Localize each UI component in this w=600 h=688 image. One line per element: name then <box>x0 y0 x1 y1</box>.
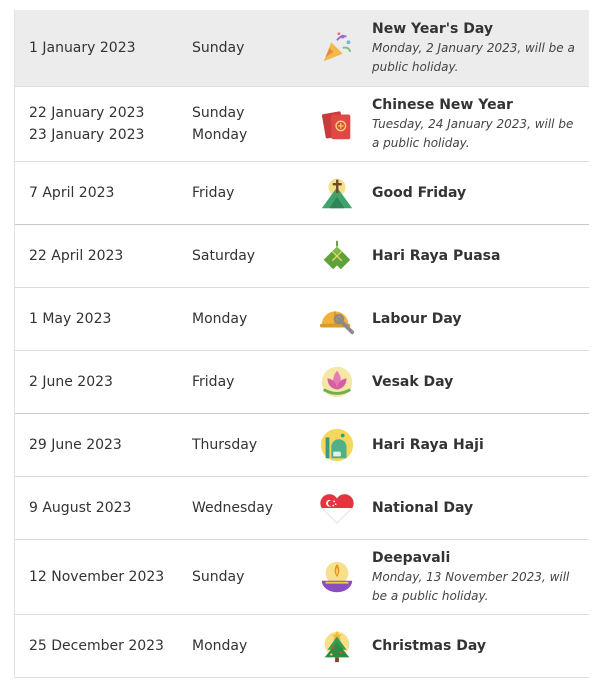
holiday-name-cell <box>372 636 589 656</box>
day-cell <box>192 245 302 267</box>
date-cell <box>15 371 192 393</box>
day-text: Sunday <box>192 569 245 585</box>
table-row <box>15 351 589 414</box>
date-cell <box>15 566 192 588</box>
date-text: 1 May 2023 <box>29 311 112 327</box>
date-text: 1 January 2023 <box>29 40 136 56</box>
table-row <box>15 540 589 615</box>
lotus-icon <box>302 363 372 401</box>
holiday-name: Hari Raya Haji <box>372 437 484 453</box>
holiday-name: Hari Raya Puasa <box>372 248 501 264</box>
date-cell <box>15 182 192 204</box>
holiday-name: Labour Day <box>372 311 462 327</box>
table-row <box>15 162 589 225</box>
holiday-name: Good Friday <box>372 185 467 201</box>
christmas-tree-icon <box>302 627 372 665</box>
holiday-name-cell <box>372 372 589 392</box>
holiday-note: Monday, 2 January 2023, will be a public holiday. <box>372 41 575 74</box>
day-text: Friday <box>192 374 235 390</box>
holiday-note: Monday, 13 November 2023, will be a public holiday. <box>372 570 570 603</box>
cross-hill-icon <box>302 174 372 212</box>
holiday-note: Tuesday, 24 January 2023, will be a public holiday. <box>372 117 574 150</box>
day-cell <box>192 102 302 146</box>
holiday-name: Chinese New Year <box>372 97 513 113</box>
table-row <box>15 288 589 351</box>
date-text: 23 January 2023 <box>29 127 145 143</box>
date-text: 22 April 2023 <box>29 248 124 264</box>
day-cell <box>192 182 302 204</box>
table-row <box>15 477 589 540</box>
day-text: Sunday <box>192 40 245 56</box>
day-cell <box>192 497 302 519</box>
holiday-name-cell <box>372 183 589 203</box>
holiday-name-cell <box>372 548 589 606</box>
date-cell <box>15 308 192 330</box>
date-text: 22 January 2023 <box>29 105 145 121</box>
day-cell <box>192 566 302 588</box>
table-row <box>15 225 589 288</box>
day-cell <box>192 37 302 59</box>
table-row <box>15 615 589 678</box>
day-cell <box>192 434 302 456</box>
holiday-name-cell <box>372 435 589 455</box>
date-cell <box>15 635 192 657</box>
day-cell <box>192 308 302 330</box>
diya-lamp-icon <box>302 558 372 596</box>
holiday-name: National Day <box>372 500 474 516</box>
day-text: Wednesday <box>192 500 274 516</box>
table-row <box>15 414 589 477</box>
date-text: 25 December 2023 <box>29 638 164 654</box>
mosque-goat-icon <box>302 426 372 464</box>
ketupat-icon <box>302 237 372 275</box>
holiday-name-cell <box>372 95 589 153</box>
day-text: Thursday <box>192 437 258 453</box>
day-cell <box>192 635 302 657</box>
day-text: Sunday <box>192 105 245 121</box>
holiday-name: New Year's Day <box>372 21 493 37</box>
date-cell <box>15 497 192 519</box>
day-text: Friday <box>192 185 235 201</box>
party-popper-icon <box>302 29 372 67</box>
date-text: 2 June 2023 <box>29 374 113 390</box>
singapore-heart-icon <box>302 489 372 527</box>
date-cell <box>15 102 192 146</box>
hard-hat-wrench-icon <box>302 300 372 338</box>
day-text: Saturday <box>192 248 256 264</box>
holiday-name-cell <box>372 309 589 329</box>
table-row <box>15 10 589 87</box>
day-text: Monday <box>192 311 248 327</box>
holiday-name: Vesak Day <box>372 374 454 390</box>
date-text: 9 August 2023 <box>29 500 132 516</box>
date-text: 7 April 2023 <box>29 185 115 201</box>
day-text: Monday <box>192 638 248 654</box>
date-text: 29 June 2023 <box>29 437 122 453</box>
holiday-name-cell <box>372 498 589 518</box>
date-text: 12 November 2023 <box>29 569 165 585</box>
day-text: Monday <box>192 127 248 143</box>
date-cell <box>15 37 192 59</box>
holiday-name: Christmas Day <box>372 638 486 654</box>
red-packet-icon <box>302 105 372 143</box>
holiday-table <box>14 10 589 678</box>
holiday-name-cell <box>372 246 589 266</box>
holiday-name-cell <box>372 19 589 77</box>
date-cell <box>15 434 192 456</box>
day-cell <box>192 371 302 393</box>
holiday-name: Deepavali <box>372 550 451 566</box>
date-cell <box>15 245 192 267</box>
table-row <box>15 87 589 162</box>
